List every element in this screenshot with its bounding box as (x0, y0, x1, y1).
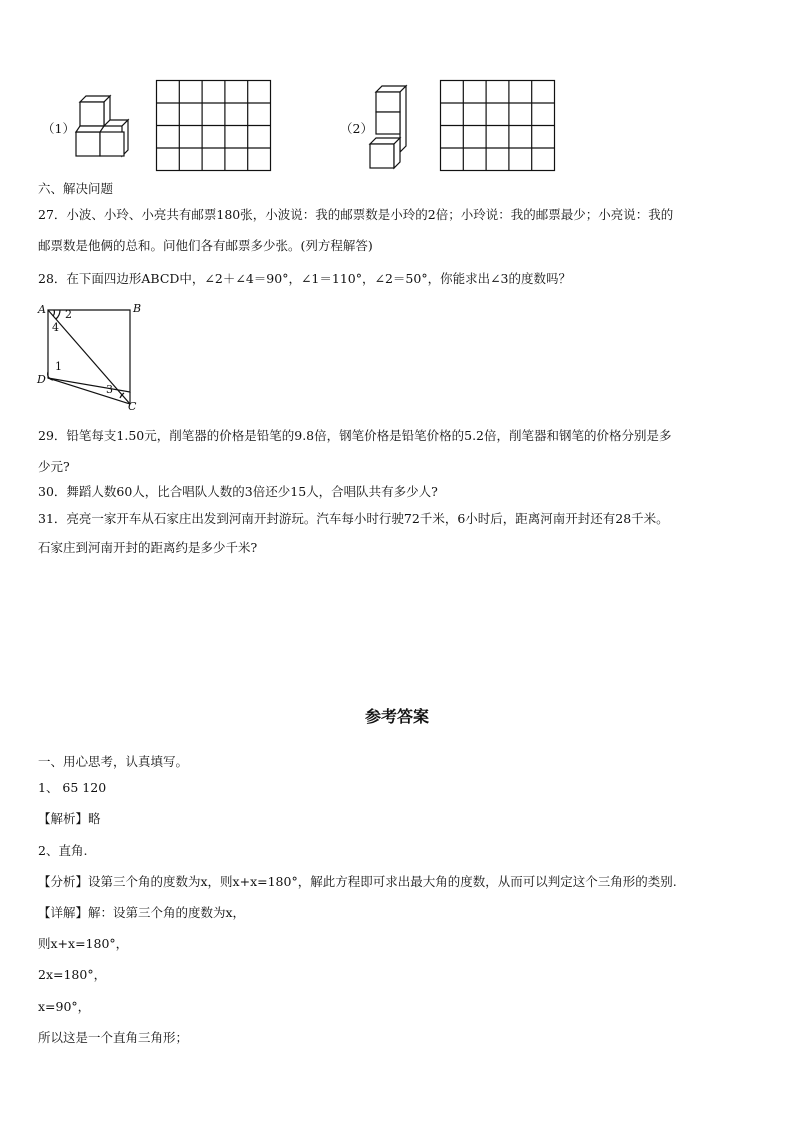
figure-1-label: （1） (42, 121, 75, 136)
vertex-b-label: B (133, 302, 142, 315)
question-27-line-1: 27．小波、小玲、小亮共有邮票180张，小波说：我的邮票数是小玲的2倍；小玲说：我的邮票最少；小亮说：我的 (38, 207, 674, 222)
answer-2-step-1: 则x+x=180°， (38, 936, 129, 951)
question-31-line-1: 31．亮亮一家开车从石家庄出发到河南开封游玩。汽车每小时行驶72千米，6小时后，距离河南开封还有28千米。 (38, 511, 669, 526)
question-29-line-2: 少元? (38, 459, 70, 474)
quadrilateral-abcd (34, 300, 154, 413)
section-6-heading: 六、解决问题 (38, 181, 114, 196)
angle-3-label: 3 (106, 383, 113, 396)
grid-1 (156, 80, 272, 172)
answer-2-xiangjie: 【详解】解：设第三个角的度数为x， (38, 905, 246, 920)
answer-1-analysis: 【解析】略 (38, 811, 101, 826)
angle-2-label: 2 (65, 308, 72, 321)
cube-stack-1 (72, 92, 132, 162)
angle-4-label: 4 (52, 321, 59, 334)
question-29-line-1: 29．铅笔每支1.50元，削笔器的价格是铅笔的9.8倍，钢笔价格是铅笔价格的5.2倍，削笔器和钢笔的价格分别是多 (38, 428, 672, 443)
question-28: 28．在下面四边形ABCD中，∠2＋∠4＝90°，∠1＝110°，∠2＝50°，你能求出∠3的度数吗？ (38, 271, 571, 286)
question-30: 30．舞蹈人数60人，比合唱队人数的3倍还少15人，合唱队共有多少人? (38, 484, 438, 499)
vertex-a-label: A (38, 303, 46, 316)
vertex-c-label: C (128, 400, 137, 413)
vertex-d-label: D (37, 373, 46, 386)
question-27-line-2: 邮票数是他俩的总和。问他们各有邮票多少张。(列方程解答) (38, 238, 373, 253)
answer-2-conclusion: 所以这是一个直角三角形； (38, 1030, 189, 1045)
answer-2: 2、直角. (38, 843, 88, 858)
grid-2 (440, 80, 556, 172)
question-31-line-2: 石家庄到河南开封的距离约是多少千米? (38, 540, 258, 555)
angle-1-label: 1 (55, 360, 62, 373)
answer-1: 1、 65 120 (38, 780, 107, 795)
cube-stack-2 (366, 82, 416, 172)
answer-2-step-3: x=90°， (38, 999, 91, 1014)
answer-2-fenxi: 【分析】设第三个角的度数为x，则x+x=180°，解此方程即可求出最大角的度数，从而可以判定这个三角形的类别. (38, 874, 677, 889)
answer-2-step-2: 2x=180°， (38, 967, 107, 982)
answer-title: 参考答案 (364, 707, 429, 726)
figure-2-label: （2） (340, 121, 373, 136)
answer-section-1-heading: 一、用心思考，认真填写。 (38, 754, 189, 769)
